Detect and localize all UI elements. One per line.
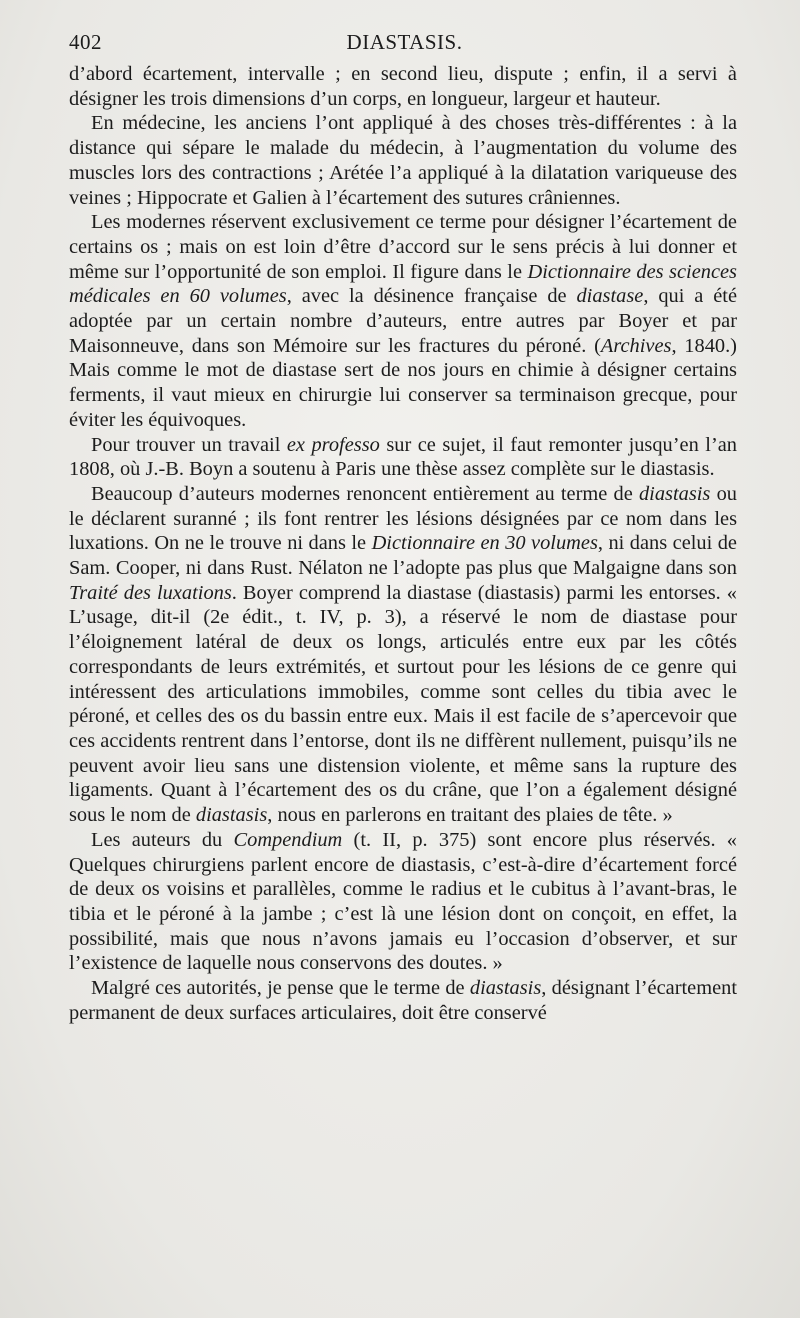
paragraph (69, 976, 737, 1025)
body-text (69, 62, 737, 1025)
paragraph (69, 482, 737, 828)
text-run: Les auteurs du (91, 828, 234, 851)
paragraph (69, 111, 737, 210)
page-number: 402 (69, 30, 102, 54)
italic-text: Dictionnaire en 30 volumes (371, 532, 598, 555)
italic-text: Dictionnaire des sciences médicales en 60 volumes (69, 260, 737, 308)
text-run: (t. II, p. 375) sont encore plus réservés. « Quelques chirurgiens parlent encore de diastasis, c’est-à-dire d’écartement forcé de deux os voisins et parallèles, comme le radius et le cubitus à l’avant-bras, le tibia et le péroné à la jambe ; c’est là une lésion dont on conçoit, en effet, la possibilité, mais que nous n’avons jamais eu l’occasion d’observer, et sur l’existence de laquelle nous conservons des doutes. » (69, 828, 737, 975)
italic-text: Archives (600, 334, 672, 357)
text-run: Malgré ces autorités, je pense que le terme de (91, 977, 470, 1000)
italic-text: Compendium (233, 828, 343, 851)
text-run: , 1840.) Mais comme le mot de diastase sert de nos jours en chimie à désigner certains ferments, il vaut mieux en chirurgie lui conserver sa terminaison grecque, pour éviter les équivoques. (69, 334, 737, 431)
italic-text: diastasis (638, 482, 711, 505)
italic-text: diastase (576, 285, 644, 308)
running-title: DIASTASIS. (346, 30, 463, 54)
text-run: , désignant l’écartement permanent de deux surfaces articulaires, doit être conservé (69, 977, 737, 1024)
text-run: . Boyer comprend la diastase (diastasis) parmi les entorses. « L’usage, dit-il (2e édit., t. IV, p. 3), a réservé le nom de diastase pour l’éloignement latéral de deux os longs, articulés entre eux par les côtés correspondants de leurs extrémités, et surtout pour les lésions de ce genre qui intéressent des articulations immobiles, comme sont celles du tibia avec le péroné, et celles des os du bassin entre eux. Mais il est facile de s’apercevoir que ces accidents rentrent dans l’entorse, dont ils ne diffèrent nullement, puisqu’ils ne peuvent avoir lieu sans une distension violente, et même sans la rupture des ligaments. Quant à l’écartement des os du crâne, que l’on a également désigné sous le nom de (69, 581, 737, 827)
paragraph (69, 433, 737, 482)
text-run: Pour trouver un travail (91, 433, 287, 456)
text-run: Les modernes réservent exclusivement ce terme pour désigner l’écartement de certains os ; mais on est loin d’être d’accord sur le sens précis à lui donner et même sur l’opportunité de son emploi. Il figure dans le (69, 211, 737, 283)
text-run: , qui a été adoptée par un certain nombre d’auteurs, entre autres par Boyer et par Maisonneuve, dans son Mémoire sur les fractures du péroné. ( (69, 285, 738, 357)
paragraph (69, 62, 737, 111)
text-run: , avec la désinence française de (286, 285, 577, 308)
text-run: ou le déclarent suranné ; ils font rentrer les lésions désignées par ce nom dans les luxations. On ne le trouve ni dans le (69, 482, 737, 555)
text-run: , ni dans celui de Sam. Cooper, ni dans Rust. Nélaton ne l’adopte pas plus que Malgaigne dans son (69, 532, 737, 580)
text-run: Beaucoup d’auteurs modernes renoncent entièrement au terme de (91, 482, 639, 505)
italic-text: ex professo (286, 433, 380, 456)
text-run: d’abord écartement, intervalle ; en second lieu, dispute ; enfin, il a servi à désigner les trois dimensions d’un corps, en longueur, largeur et hauteur. (69, 63, 737, 110)
italic-text: diastasis (469, 977, 542, 1000)
page-header (69, 30, 740, 62)
paragraph (69, 210, 737, 432)
paragraph (69, 828, 737, 976)
text-run: , nous en parlerons en traitant des plaies de tête. » (267, 804, 673, 827)
italic-text: diastasis (195, 804, 268, 827)
text-run: En médecine, les anciens l’ont appliqué à des choses très-différentes : à la distance qui sépare le malade du médecin, à l’augmentation du volume des muscles lors des contractions ; Arétée l’a appliqué à la dilatation variqueuse des veines ; Hippocrate et Galien à l’écartement des sutures crâniennes. (69, 112, 737, 209)
text-run: sur ce sujet, il faut remonter jusqu’en l’an 1808, où J.-B. Boyn a soutenu à Paris une thèse assez complète sur le diastasis. (69, 433, 737, 481)
italic-text: Traité des luxations (69, 581, 232, 604)
